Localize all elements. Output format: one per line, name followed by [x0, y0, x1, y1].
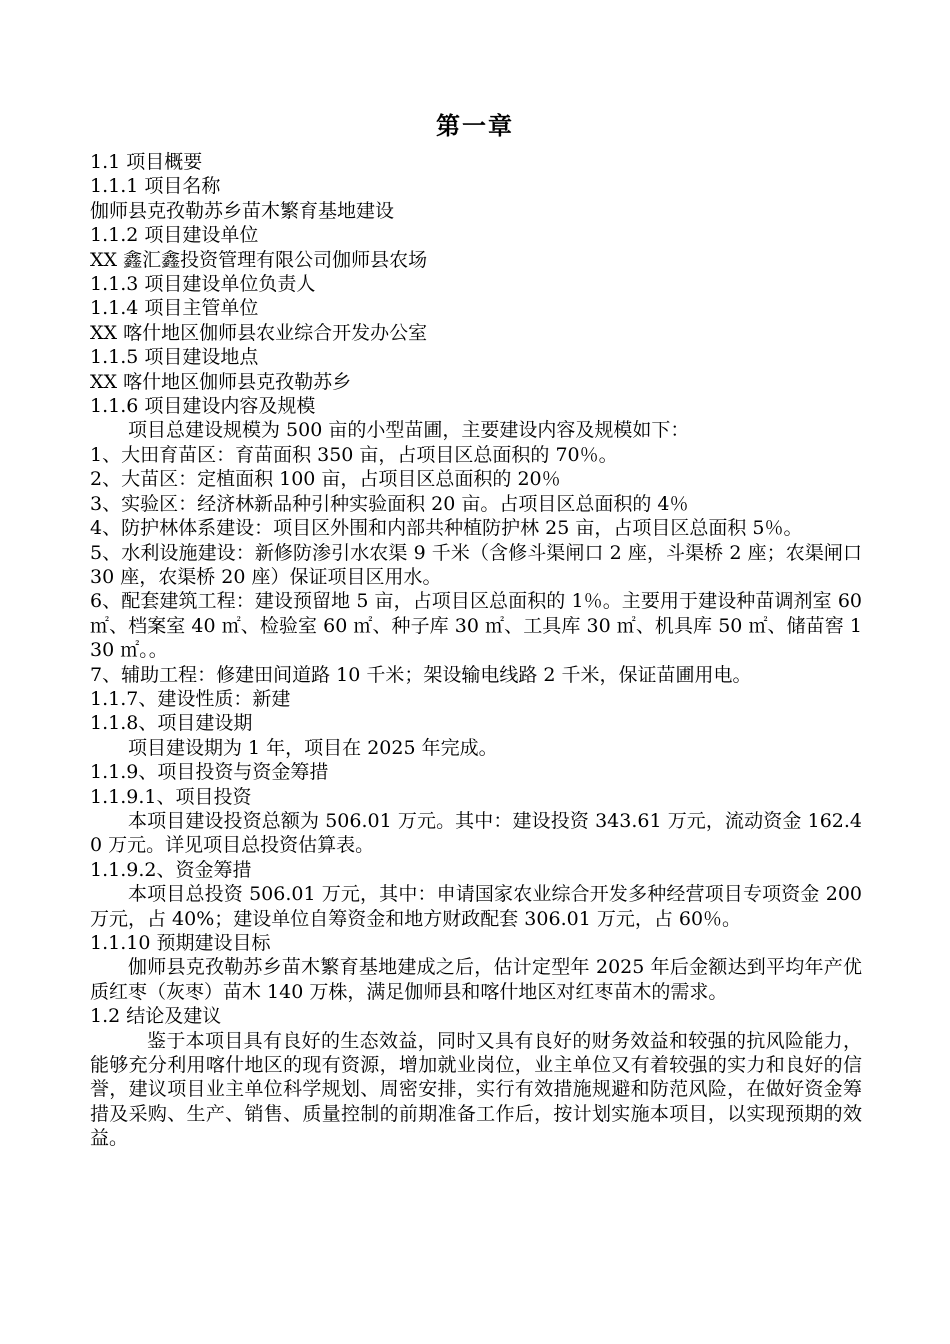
text-line: 1、大田育苗区：育苗面积 350 亩，占项目区总面积的 70％。 [90, 443, 618, 466]
text-line: 7、辅助工程：修建田间道路 10 千米；架设输电线路 2 千米，保证苗圃用电。 [90, 663, 752, 686]
text-line: XX 喀什地区伽师县克孜勒苏乡 [90, 370, 352, 393]
document-body [90, 150, 862, 1151]
text-line: 1.1.10 预期建设目标 [90, 932, 271, 954]
text-line: XX 鑫汇鑫投资管理有限公司伽师县农场 [90, 248, 428, 271]
text-line: 1.1.8、项目建设期 [90, 712, 253, 735]
text-line: 1.1 项目概要 [90, 151, 203, 173]
text-line: 1.1.1 项目名称 [90, 175, 221, 198]
text-line: 2、大苗区：定植面积 100 亩，占项目区总面积的 20％ [90, 468, 561, 491]
paragraph: 本项目建设投资总额为 506.01 万元。其中：建设投资 343.61 万元，流动资金 162.40 万元。详见项目总投资估算表。 [90, 809, 862, 857]
paragraph: 5、水利设施建设：新修防渗引水农渠 9 千米（含修斗渠闸口 2 座，斗渠桥 2 座；农渠闸口 30 座，农渠桥 20 座）保证项目区用水。 [90, 541, 862, 588]
text-line: 1.1.3 项目建设单位负责人 [90, 273, 316, 296]
paragraph: 鉴于本项目具有良好的生态效益，同时又具有良好的财务效益和较强的抗风险能力，能够充分利用喀什地区的现有资源，增加就业岗位，业主单位又有着较强的实力和良好的信誉，建议项目业主单位科学规划、周密安排，实行有效措施规避和防范风险，在做好资金筹措及采购、生产、销售、质量控制的前期准备工作后，按计划实施本项目，以实现预期的效益。 [90, 1029, 862, 1150]
text-line: 1.1.6 项目建设内容及规模 [90, 395, 316, 418]
paragraph: 4、防护林体系建设：项目区外围和内部共种植防护林 25 亩，占项目区总面积 5％。 [90, 517, 803, 540]
text-line: 1.1.2 项目建设单位 [90, 224, 259, 247]
text-line: 1.1.9、项目投资与资金筹措 [90, 761, 329, 784]
paragraph: 本项目总投资 506.01 万元，其中：申请国家农业综合开发多种经营项目专项资金 200 万元，占 40%；建设单位自筹资金和地方财政配套 306.01 万元，占 60％。 [90, 883, 862, 930]
paragraph: 伽师县克孜勒苏乡苗木繁育基地建成之后，估计定型年 2025 年后金额达到平均年产优质红枣（灰枣）苗木 140 万株，满足伽师县和喀什地区对红枣苗木的需求。 [90, 956, 862, 1003]
text-line: XX 喀什地区伽师县农业综合开发办公室 [90, 321, 428, 344]
text-line: 伽师县克孜勒苏乡苗木繁育基地建设 [90, 199, 395, 222]
paragraph: 6、配套建筑工程：建设预留地 5 亩，占项目区总面积的 1％。主要用于建设种苗调剂室 60㎡、档案室 40 ㎡、检验室 60 ㎡、种子库 30 ㎡、工具库 30 ㎡、机具库 50 ㎡、储苗窖 130 ㎡。。 [90, 590, 862, 662]
text-line: 1.1.7、建设性质：新建 [90, 687, 291, 710]
paragraph: 项目建设期为 1 年，项目在 2025 年完成。 [128, 736, 498, 759]
paragraph: 项目总建设规模为 500 亩的小型苗圃，主要建设内容及规模如下： [128, 419, 690, 442]
text-line: 3、实验区：经济林新品种引种实验面积 20 亩。占项目区总面积的 4％ [90, 492, 689, 515]
text-line: 1.1.4 项目主管单位 [90, 297, 259, 320]
text-line: 1.1.9.2、资金筹措 [90, 858, 252, 881]
text-line: 1.2 结论及建议 [90, 1005, 222, 1028]
text-line: 1.1.9.1、项目投资 [90, 785, 252, 808]
text-line: 1.1.5 项目建设地点 [90, 346, 259, 369]
chapter-title: 第一章 [436, 112, 514, 140]
